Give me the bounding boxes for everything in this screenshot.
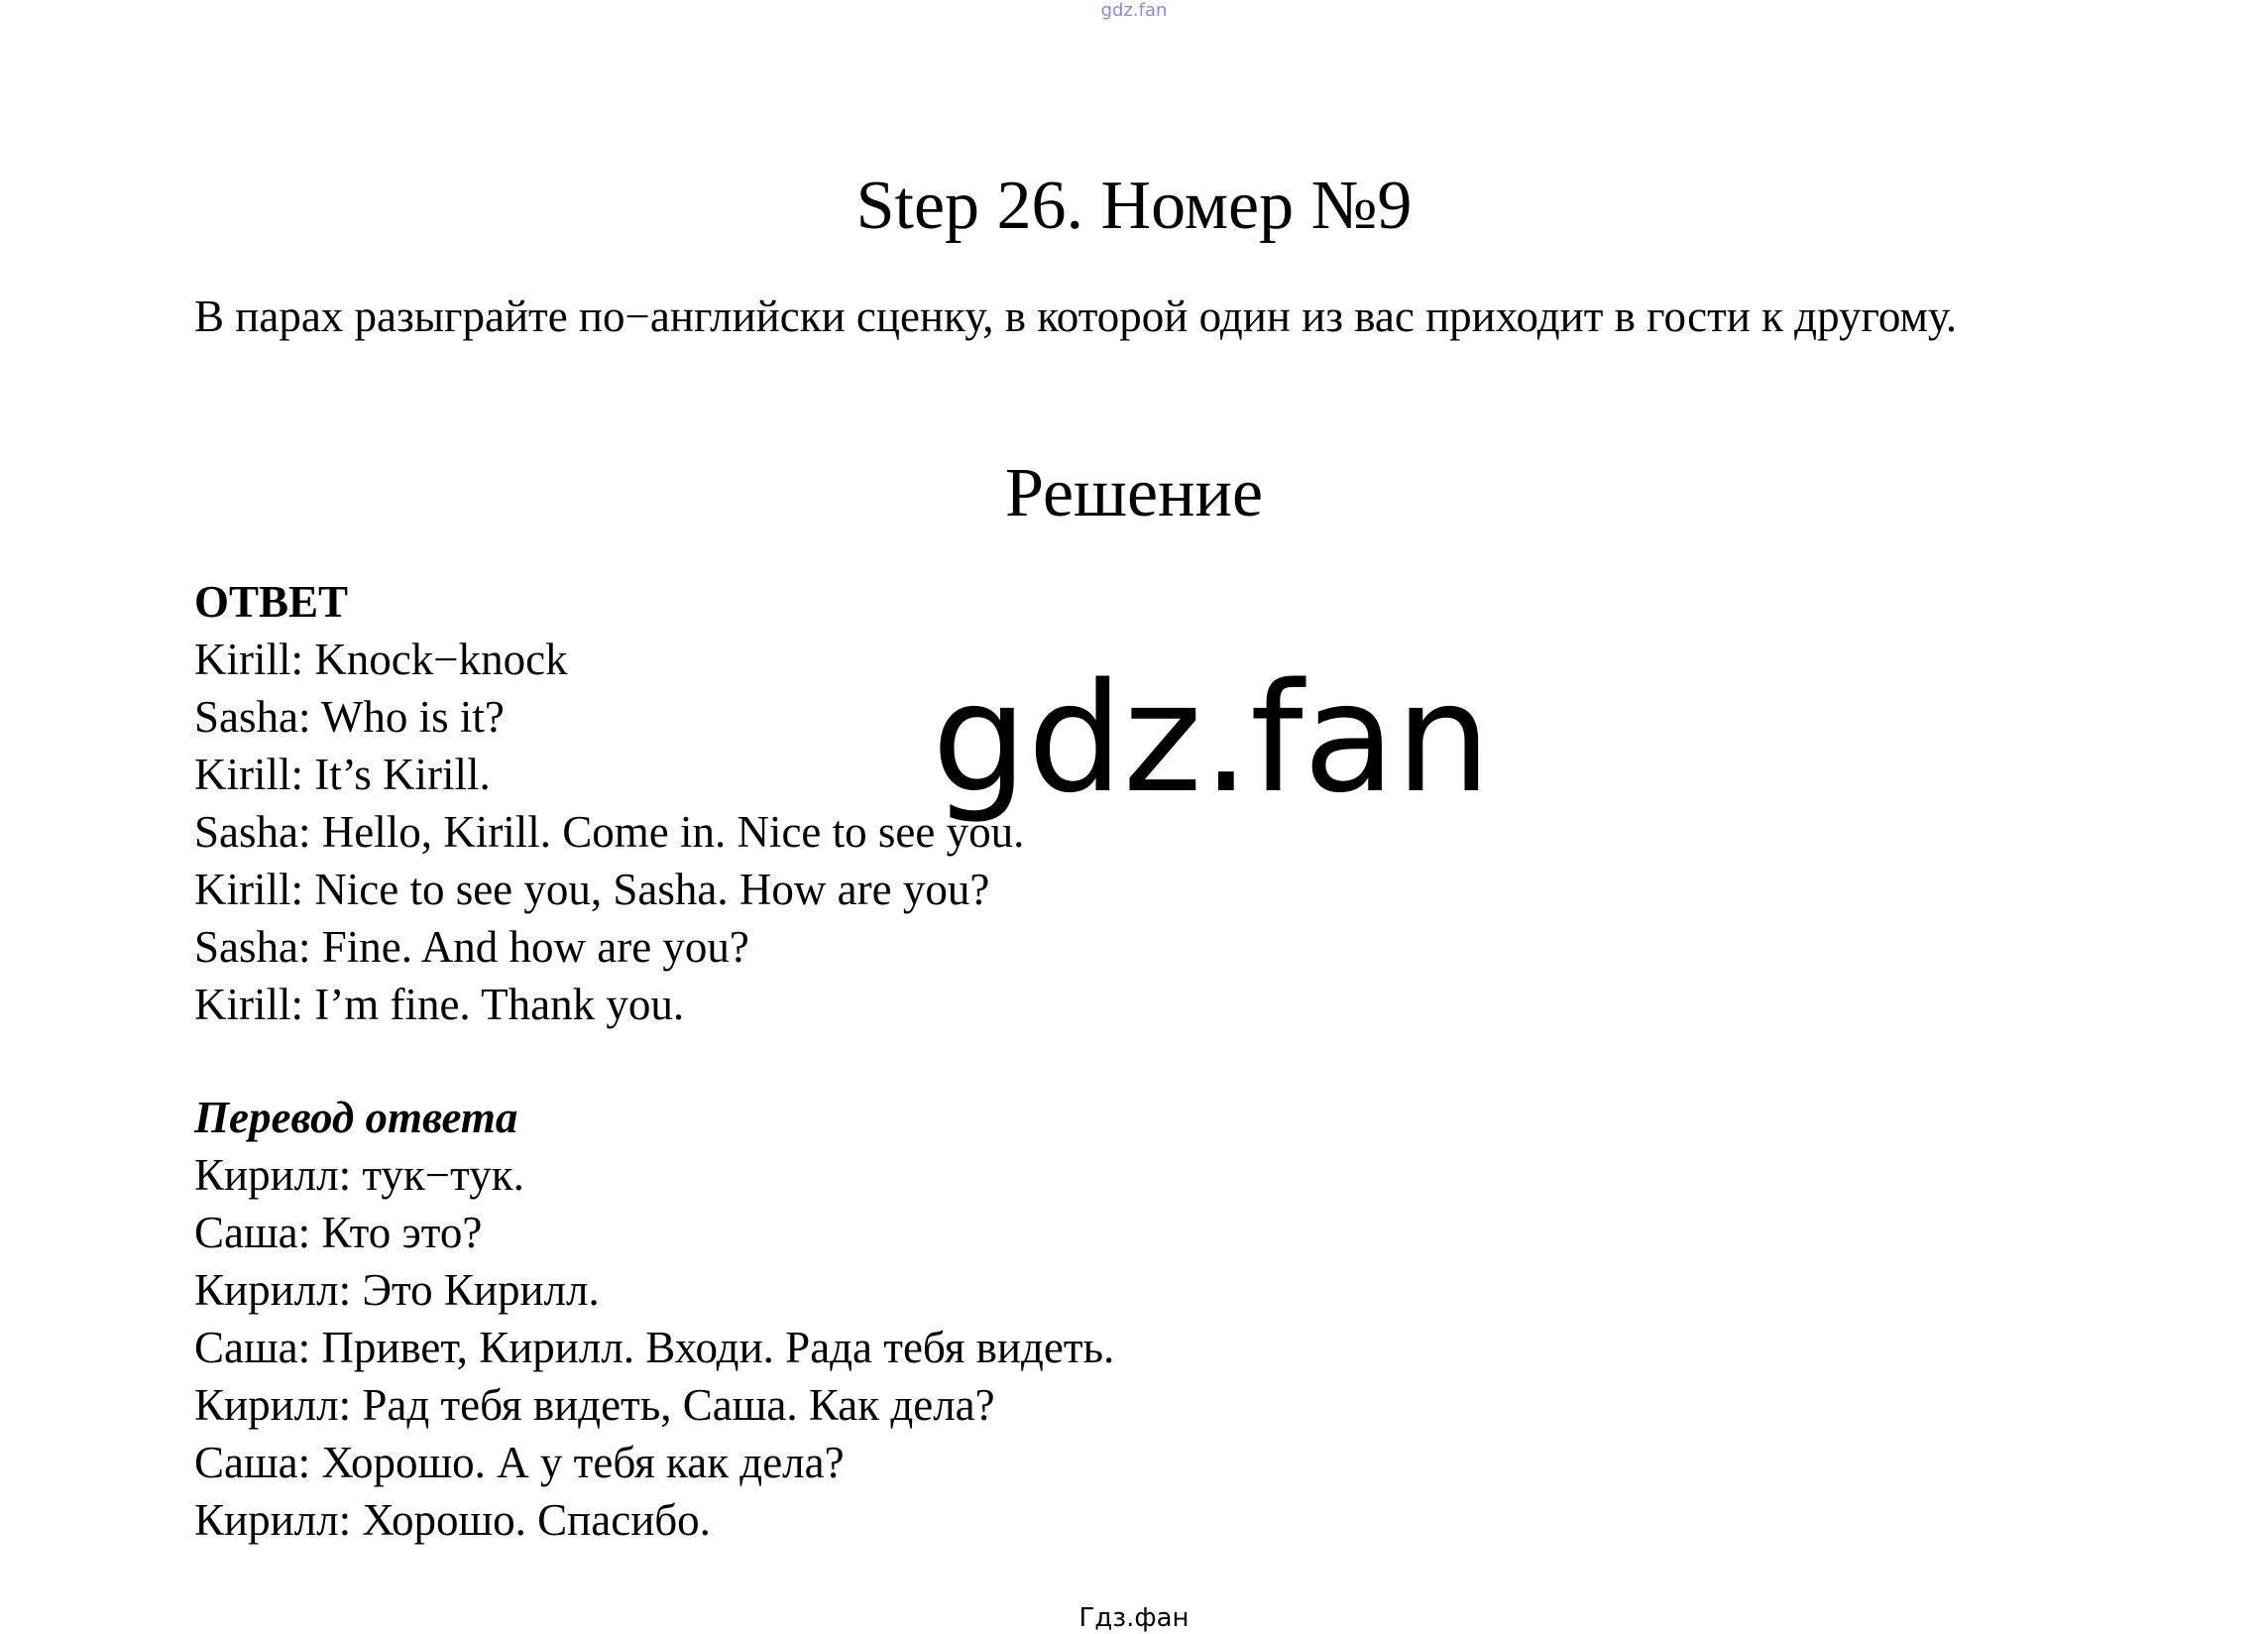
watermark-logo: gdz.fan — [932, 650, 1492, 826]
translation-heading: Перевод ответа — [194, 1093, 518, 1142]
footer-text: Гдз.фан — [1078, 1603, 1190, 1633]
translation-line: Кирилл: Это Кирилл. — [194, 1265, 600, 1315]
answer-line: Sasha: Hello, Kirill. Come in. Nice to see you. — [194, 807, 1025, 857]
solution-heading: Решение — [1004, 455, 1264, 531]
translation-line: Кирилл: тук−тук. — [194, 1150, 524, 1200]
translation-line: Саша: Кто это? — [194, 1208, 483, 1257]
answer-heading: ОТВЕТ — [194, 577, 349, 627]
answer-line: Kirill: It’s Kirill. — [194, 750, 491, 799]
answer-line: Kirill: I’m fine. Thank you. — [194, 980, 685, 1029]
answer-line: Kirill: Knock−knock — [194, 635, 568, 684]
translation-line: Кирилл: Хорошо. Спасибо. — [194, 1495, 711, 1545]
translation-line: Кирилл: Рад тебя видеть, Саша. Как дела? — [194, 1380, 995, 1430]
top-watermark: gdz.fan — [1100, 0, 1168, 21]
task-text: В парах разыграйте по−английски сценку, в которой один из вас приходит в гости к другому. — [194, 292, 1958, 341]
answer-line: Sasha: Fine. And how are you? — [194, 922, 749, 972]
translation-line: Саша: Хорошо. А у тебя как дела? — [194, 1438, 845, 1487]
translation-line: Саша: Привет, Кирилл. Входи. Рада тебя видеть. — [194, 1323, 1115, 1372]
answer-line: Sasha: Who is it? — [194, 692, 505, 742]
page-title: Step 26. Номер №9 — [855, 168, 1413, 244]
answer-line: Kirill: Nice to see you, Sasha. How are you? — [194, 865, 990, 914]
translation-section — [194, 1089, 1681, 1549]
